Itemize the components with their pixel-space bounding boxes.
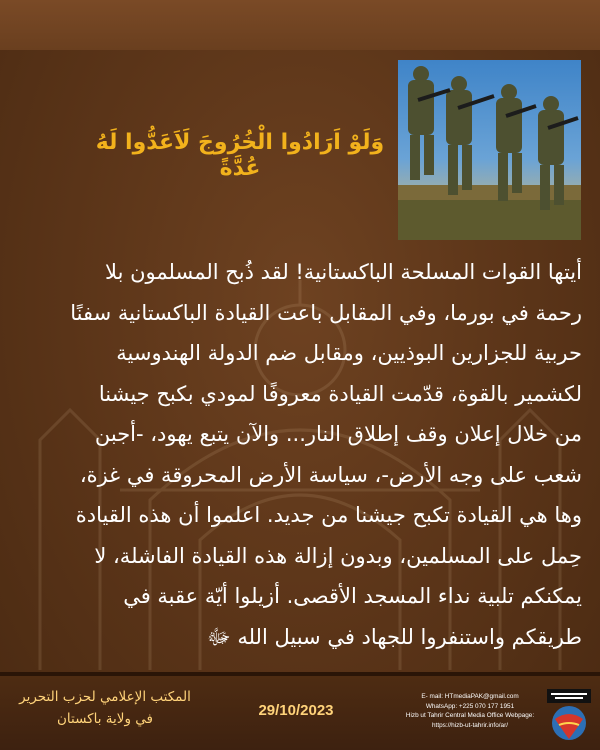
date: 29/10/2023 xyxy=(258,702,334,719)
office-line-1: المكتب الإعلامي لحزب التحرير xyxy=(19,689,191,705)
office-line-2: في ولاية باكستان xyxy=(57,711,153,727)
body-line: من خلال إعلان وقف إطلاق النار... والآن يتبع يهود، -أجبن xyxy=(94,422,582,446)
hizb-ut-tahrir-logo-icon xyxy=(545,687,593,743)
webpage-link[interactable]: https://hizb-ut-tahrir.info/ar/ xyxy=(431,721,508,729)
media-office-name xyxy=(0,686,210,730)
body-text xyxy=(18,252,582,657)
body-line: أيتها القوات المسلحة الباكستانية! لقد ذُبح المسلمون بلا xyxy=(105,260,582,284)
body-line: حِمل على المسلمين، وبدون إزالة هذه القيادة الفاشلة، لا xyxy=(94,543,582,568)
body-line: شعب على وجه الأرض-، سياسة الأرض المحروقة في غزة، xyxy=(79,462,582,487)
email-text[interactable]: E- mail: HTmediaPAK@gmail.com xyxy=(421,693,519,700)
soldiers-photo xyxy=(398,60,581,240)
top-band xyxy=(0,0,600,50)
body-line: يمكنكم تلبية نداء المسجد الأقصى. أزيلوا أيّة عقبة في xyxy=(123,584,582,608)
body-line: رحمة في بورما، وفي المقابل باعت القيادة الباكستانية سفنًا xyxy=(70,300,582,325)
webpage-label: Hizb ut Tahrir Central Media Office Webpage: xyxy=(405,712,535,719)
body-line: وها هي القيادة تكبح جيشنا من جديد. اعلموا أن هذه القيادة xyxy=(75,503,582,527)
body-line: حربية للجزارين البوذيين، ومقابل ضم الدولة الهندوسية xyxy=(116,341,582,365)
body-line: لكشمير بالقوة، قدّمت القيادة معروفًا لمودي بكبح جيشنا xyxy=(98,381,582,406)
contact-info xyxy=(400,692,540,730)
body-line: طريقكم واستنفروا للجهاد في سبيل الله ﷻ xyxy=(206,624,582,649)
quran-verse: وَلَوْ اَرَادُوا الْخُرُوجَ لَاَعَدُّوا لَهُ عُدَّةً xyxy=(95,130,385,182)
whatsapp-text: WhatsApp: +225 070 177 1951 xyxy=(425,702,515,710)
